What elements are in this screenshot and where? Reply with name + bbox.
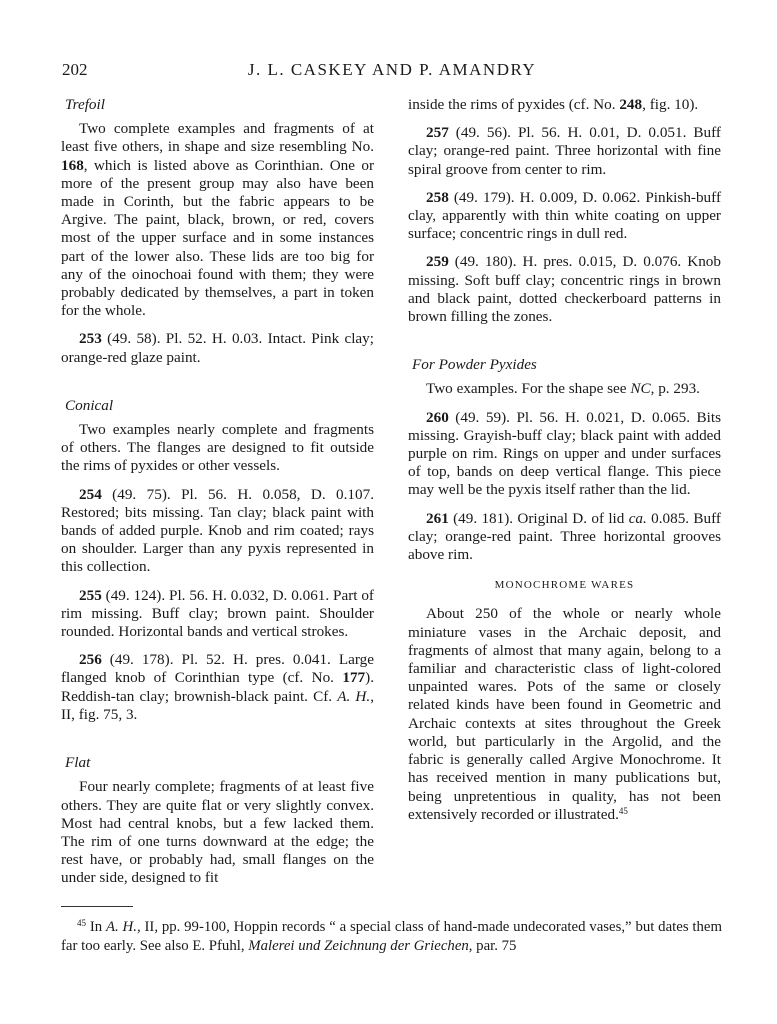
heading-monochrome-wares: MONOCHROME WARES [494,579,635,592]
catalog-entry-255: 255 (49. 124). Pl. 56. H. 0.032, D. 0.061. Part of rim missing. Buff clay; brown paint. Shoulder rounded. Horizontal bands and vertical strokes. [61,586,374,641]
catalog-entry-256: 256 (49. 178). Pl. 52. H. pres. 0.041. Large flanged knob of Corinthian type (cf. No. 177). Reddish-tan clay; brownish-black paint. Cf. A. H., II, fig. 75, 3. [61,651,374,723]
catalog-entry-261: 261 (49. 181). Original D. of lid ca. 0.085. Buff clay; orange-red paint. Three horizontal grooves above rim. [408,509,721,564]
heading-conical: Conical [65,396,114,414]
catalog-entry-260: 260 (49. 59). Pl. 56. H. 0.021, D. 0.065. Bits missing. Grayish-buff clay; black paint with added purple on rim. Rings on upper and under surfaces of top, bands on deep vertical flange. This piece may well be the pyxis itself rather than the lid. [408,408,721,499]
cross-ref: 177 [342,669,366,687]
flat-intro-continued: inside the rims of pyxides (cf. No. 248, fig. 10). [408,96,699,113]
right-column [408,96,721,824]
abbrev-ah: A. H. [337,687,371,705]
heading-trefoil: Trefoil [65,96,105,113]
flat-intro: Four nearly complete; fragments of at least five others. They are quite flat or very slightly convex. Most had central knobs, but a few lacked them. The rim of one turns downward at the edge; the rest have, or probably had, small flanges on the under side, designed to fit [61,778,374,887]
footnote-ref[interactable]: 45 [618,805,628,816]
left-column [61,96,374,888]
entry-number: 255 [79,586,102,604]
running-title: J. L. CASKEY AND P. AMANDRY [247,60,537,79]
entry-number: 257 [426,124,449,142]
entry-number: 256 [79,651,102,669]
catalog-entry-259: 259 (49. 180). H. pres. 0.015, D. 0.076. Knob missing. Soft buff clay; concentric rings in brown and black paint, dotted checkerboard patterns in brown filling the zones. [408,253,721,326]
abbrev-ca: ca. [628,509,647,527]
conical-intro: Two examples nearly complete and fragments of others. The flanges are designed to fit outside the rims of pyxides or other vessels. [61,421,374,475]
monochrome-intro: About 250 of the whole or nearly whole miniature vases in the Archaic deposit, and fragments of almost that many again, belong to a familiar and characteristic class of light-colored unpainted wares. Pots of the same or closely related kinds have been found in Geometric and Archaic contexts at sites throughout the Greek world, but particularly in the Argolid, and the fabric is generally called Argive Monochrome. It has received mention in many publications but, being unpretentious in quality, has not been extensively recorded or illustrated.$^{45}$ [408,605,721,823]
catalog-entry-254: 254 (49. 75). Pl. 56. H. 0.058, D. 0.107. Restored; bits missing. Tan clay; black paint with bands of added purple. Knob and rim coated; rays on shoulder. Larger than any pyxis represented in this collection. [61,485,374,576]
heading-powder-pyxides: For Powder Pyxides [412,356,537,374]
heading-flat: Flat [65,754,91,772]
footnote-marker: 45 [77,918,86,928]
entry-number: 260 [426,408,449,426]
entry-number: 258 [426,188,449,206]
page-header [62,60,722,84]
footnote-divider [61,906,133,907]
abbrev-nc: NC [630,380,651,398]
catalog-entry-257: 257 (49. 56). Pl. 56. H. 0.01, D. 0.051. Buff clay; orange-red paint. Three horizontal with fine spiral groove from center to rim. [408,124,721,178]
entry-number: 253 [79,330,102,348]
cross-ref: 168 [61,156,84,174]
entry-number: 261 [426,509,449,527]
abbrev-ah: A. H. [105,919,137,935]
footnote-45: $^{45}$ In A. H., II, pp. 99-100, Hoppin records “ a special class of hand-made undecorated vases,” but dates them far too early. See also E. Pfuhl, Malerei und Zeichnung der Griechen, par. 75 [61,918,722,954]
catalog-entry-253: 253 (49. 58). Pl. 52. H. 0.03. Intact. Pink clay; orange-red glaze paint. [61,330,374,366]
trefoil-intro: Two complete examples and fragments of at least five others, in shape and size resembling No. 168, which is listed above as Corinthian. One or more of the present group may also have been made in Corinth, but the fabric appears to be Argive. The paint, black, brown, or red, covers most of the upper surface and in some instances part of the lower also. These lids are too big for any of the oinochoai found with them; they were probably dedicated by themselves, a part in token for the whole. [61,120,374,320]
catalog-entry-258: 258 (49. 179). H. 0.009, D. 0.062. Pinkish-buff clay, apparently with thin white coating on upper surface; concentric rings in dull red. [408,188,721,243]
powder-intro: Two examples. For the shape see NC, p. 293. [426,380,700,398]
cross-ref: 248 [619,96,643,113]
entry-number: 254 [79,485,102,503]
page-number: 202 [62,60,88,79]
book-title: Malerei und Zeichnung der Griechen [248,938,469,954]
entry-number: 259 [426,253,449,271]
